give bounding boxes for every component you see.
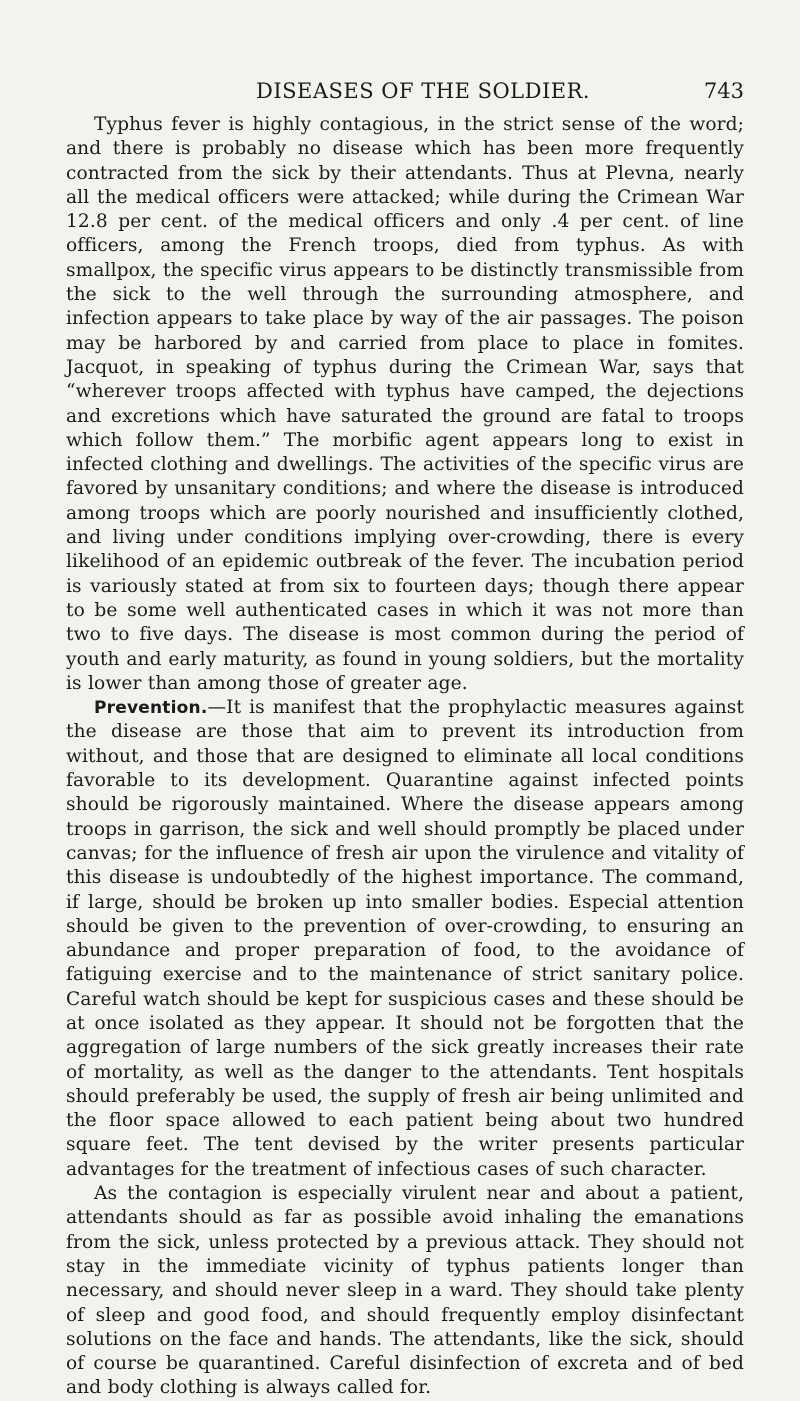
paragraph-attendants	[66, 1182, 744, 1401]
paragraph-text: Typhus fever is highly contagious, in the strict sense of the word; and there is probably no disease which has been more frequently contracted from the sick by their attendants. Thus at Plevna, nearly all the medical officers were attacked; while during the Crimean War 12.8 per cent. of the medical officers and only .4 per cent. of line officers, among the French troops, died from typhus. As with smallpox, the specific virus appears to be distinctly transmissible from the sick to the well through the surrounding atmosphere, and infection appears to take place by way of the air passages. The poison may be harbored by and carried from place to place in fomites. Jacquot, in speaking of typhus during the Crimean War, says that “wherever troops affected with typhus have camped, the dejections and excretions which have saturated the ground are fatal to troops which follow them.” The morbific agent appears long to exist in infected clothing and dwellings. The activities of the specific virus are favored by unsanitary conditions; and where the disease is introduced among troops which are poorly nourished and insufficiently clothed, and living under conditions implying over-crowding, there is every likelihood of an epidemic outbreak of the fever. The incubation period is variously stated at from six to fourteen days; though there appear to be some well authenticated cases in which it was not more than two to five days. The disease is most common during the period of youth and early maturity, as found in young soldiers, but the mortality is lower than among those of greater age.	[66, 114, 744, 694]
page-number: 743	[703, 79, 744, 103]
page-header	[66, 79, 744, 109]
body-text	[66, 113, 744, 1401]
running-title: DISEASES OF THE SOLDIER.	[256, 79, 591, 103]
paragraph-text: —It is manifest that the prophylactic measures against the disease are those that aim to prevent its introduction from without, and those that are designed to eliminate all local conditions favorable to its development. Quarantine against infected points should be rigorously maintained. Where the disease appears among troops in garrison, the sick and well should promptly be placed under canvas; for the influence of fresh air upon the virulence and vitality of this disease is undoubtedly of the highest importance. The command, if large, should be broken up into smaller bodies. Especial attention should be given to the prevention of over-crowding, to ensuring an abundance and proper preparation of food, to the avoidance of fatiguing exercise and to the maintenance of strict sanitary police. Careful watch should be kept for suspicious cases and these should be at once isolated as they appear. It should not be forgotten that the aggregation of large numbers of the sick greatly increases their rate of mortality, as well as the danger to the attendants. Tent hospitals should preferably be used, the supply of fresh air being unlimited and the floor space allowed to each patient being about two hundred square feet. The tent devised by the writer presents particular advantages for the treatment of infectious cases of such character.	[66, 697, 744, 1180]
paragraph-text: As the contagion is especially virulent near and about a patient, attendants should as far as possible avoid inhaling the emanations from the sick, unless protected by a previous attack. They should not stay in the immediate vicinity of typhus patients longer than necessary, and should never sleep in a ward. They should take plenty of sleep and good food, and should frequently employ disinfectant solutions on the face and hands. The attendants, like the sick, should of course be quarantined. Careful disinfection of excreta and of bed and body clothing is always called for.	[66, 1183, 744, 1399]
section-heading-prevention: Prevention.	[94, 698, 208, 719]
paragraph-typhus-contagion	[66, 113, 744, 696]
paragraph-prevention	[66, 696, 744, 1182]
